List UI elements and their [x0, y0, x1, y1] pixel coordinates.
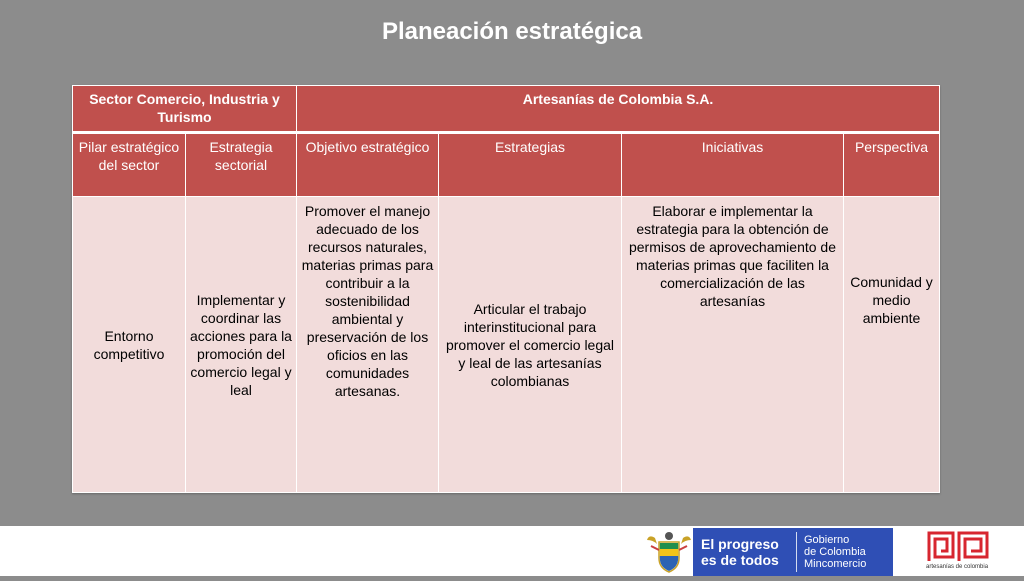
column-header-perspective: Perspectiva	[844, 133, 940, 197]
cell-sector-strategy: Implementar y coordinar las acciones para la promoción del comercio legal y leal	[186, 197, 297, 493]
artesanias-logo	[926, 530, 990, 576]
slogan	[701, 536, 793, 568]
table-row	[73, 197, 940, 493]
brand-text: artesanías de colombia	[926, 564, 989, 570]
coat-of-arms-icon	[645, 528, 693, 576]
progress-banner	[693, 528, 893, 576]
strategy-table	[72, 85, 940, 493]
artesanias-pattern-icon	[926, 530, 990, 564]
header-entity: Artesanías de Colombia S.A.	[297, 86, 940, 133]
cell-pillar: Entorno competitivo	[73, 197, 186, 493]
column-header-sector-strategy: Estrategia sectorial	[186, 133, 297, 197]
government-label	[804, 534, 892, 570]
column-header-initiatives: Iniciativas	[622, 133, 844, 197]
column-header-objective: Objetivo estratégico	[297, 133, 439, 197]
coat-of-arms-logo	[645, 528, 693, 576]
cell-perspective: Comunidad y medio ambiente	[844, 197, 940, 493]
gov-line-1: Gobierno	[804, 534, 850, 546]
cell-strategies: Articular el trabajo interinstitucional para promover el comercio legal y leal de las artesanías colombianas	[439, 197, 622, 493]
column-header-strategies: Estrategias	[439, 133, 622, 197]
gov-line-3: Mincomercio	[804, 558, 867, 570]
column-header-pillar: Pilar estratégico del sector	[73, 133, 186, 197]
slide-title: Planeación estratégica	[381, 18, 643, 45]
cell-objective: Promover el manejo adecuado de los recursos naturales, materias primas para contribuir a la sostenibilidad ambiental y preservación de los oficios en las comunidades artesanas.	[297, 197, 439, 493]
slogan-line-2: es de todos	[701, 552, 779, 568]
slogan-line-1: El progreso	[701, 536, 779, 552]
banner-divider	[796, 532, 797, 572]
header-sector: Sector Comercio, Industria y Turismo	[73, 86, 297, 133]
cell-initiatives: Elaborar e implementar la estrategia para la obtención de permisos de aprovechamiento de materias primas que faciliten la comercialización de las artesanías	[622, 197, 844, 493]
column-header-row	[73, 133, 940, 197]
table-header-row	[73, 86, 940, 133]
gov-line-2: de Colombia	[804, 546, 866, 558]
